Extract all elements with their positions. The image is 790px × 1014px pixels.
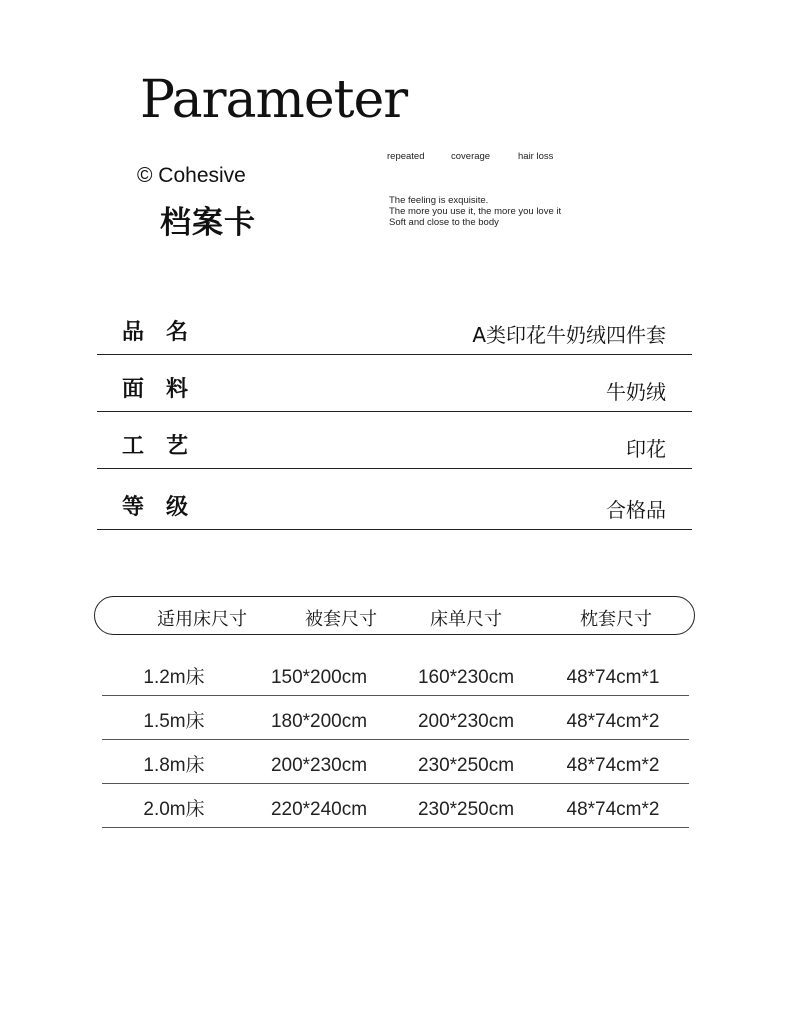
column-header: 枕套尺寸: [580, 609, 652, 630]
card-title: 档案卡: [160, 205, 256, 241]
tagline: [389, 195, 561, 228]
table-cell: 200*230cm: [417, 711, 515, 732]
table-cell: 48*74cm*1: [566, 667, 660, 688]
table-cell: 1.5m床: [143, 711, 205, 732]
table-row: [102, 652, 689, 696]
param-value: 牛奶绒: [606, 380, 666, 404]
table-cell: 1.2m床: [143, 667, 205, 688]
param-row-fabric: [97, 355, 692, 412]
tagline-line: The more you use it, the more you love it: [389, 206, 562, 217]
tag: coverage: [451, 151, 491, 162]
param-label: 等级: [122, 495, 211, 520]
tagline-line: Soft and close to the body: [389, 217, 499, 228]
page-title: Parameter: [140, 70, 408, 130]
param-label: 品名: [122, 320, 211, 345]
column-header: 被套尺寸: [305, 609, 377, 630]
table-cell: 180*200cm: [270, 711, 368, 732]
tag-list: [387, 151, 553, 162]
table-cell: 2.0m床: [143, 799, 205, 820]
param-row-grade: [97, 469, 692, 530]
table-cell: 220*240cm: [270, 799, 368, 820]
table-row: [102, 784, 689, 828]
size-table-header: [94, 596, 695, 635]
param-row-craft: [97, 412, 692, 469]
size-table: [102, 652, 689, 828]
table-cell: 1.8m床: [143, 755, 205, 776]
table-cell: 230*250cm: [417, 755, 515, 776]
param-value: 印花: [626, 437, 666, 461]
table-cell: 230*250cm: [417, 799, 515, 820]
param-label: 工艺: [122, 434, 211, 459]
table-row: [102, 740, 689, 784]
column-header: 床单尺寸: [430, 609, 502, 630]
param-value: 合格品: [606, 498, 666, 522]
table-cell: 200*230cm: [270, 755, 368, 776]
parameter-list: [97, 312, 692, 530]
param-label: 面料: [122, 377, 211, 402]
table-row: [102, 696, 689, 740]
table-cell: 160*230cm: [417, 667, 515, 688]
tagline-line: The feeling is exquisite.: [389, 195, 489, 206]
table-cell: 48*74cm*2: [566, 711, 660, 732]
table-cell: 150*200cm: [270, 667, 368, 688]
tag: repeated: [387, 151, 425, 162]
table-cell: 48*74cm*2: [566, 799, 660, 820]
tag: hair loss: [518, 151, 554, 162]
column-header: 适用床尺寸: [157, 609, 247, 630]
table-cell: 48*74cm*2: [566, 755, 660, 776]
param-row-name: [97, 312, 692, 355]
brand-name: © Cohesive: [137, 164, 246, 187]
param-value: A类印花牛奶绒四件套: [472, 323, 666, 347]
